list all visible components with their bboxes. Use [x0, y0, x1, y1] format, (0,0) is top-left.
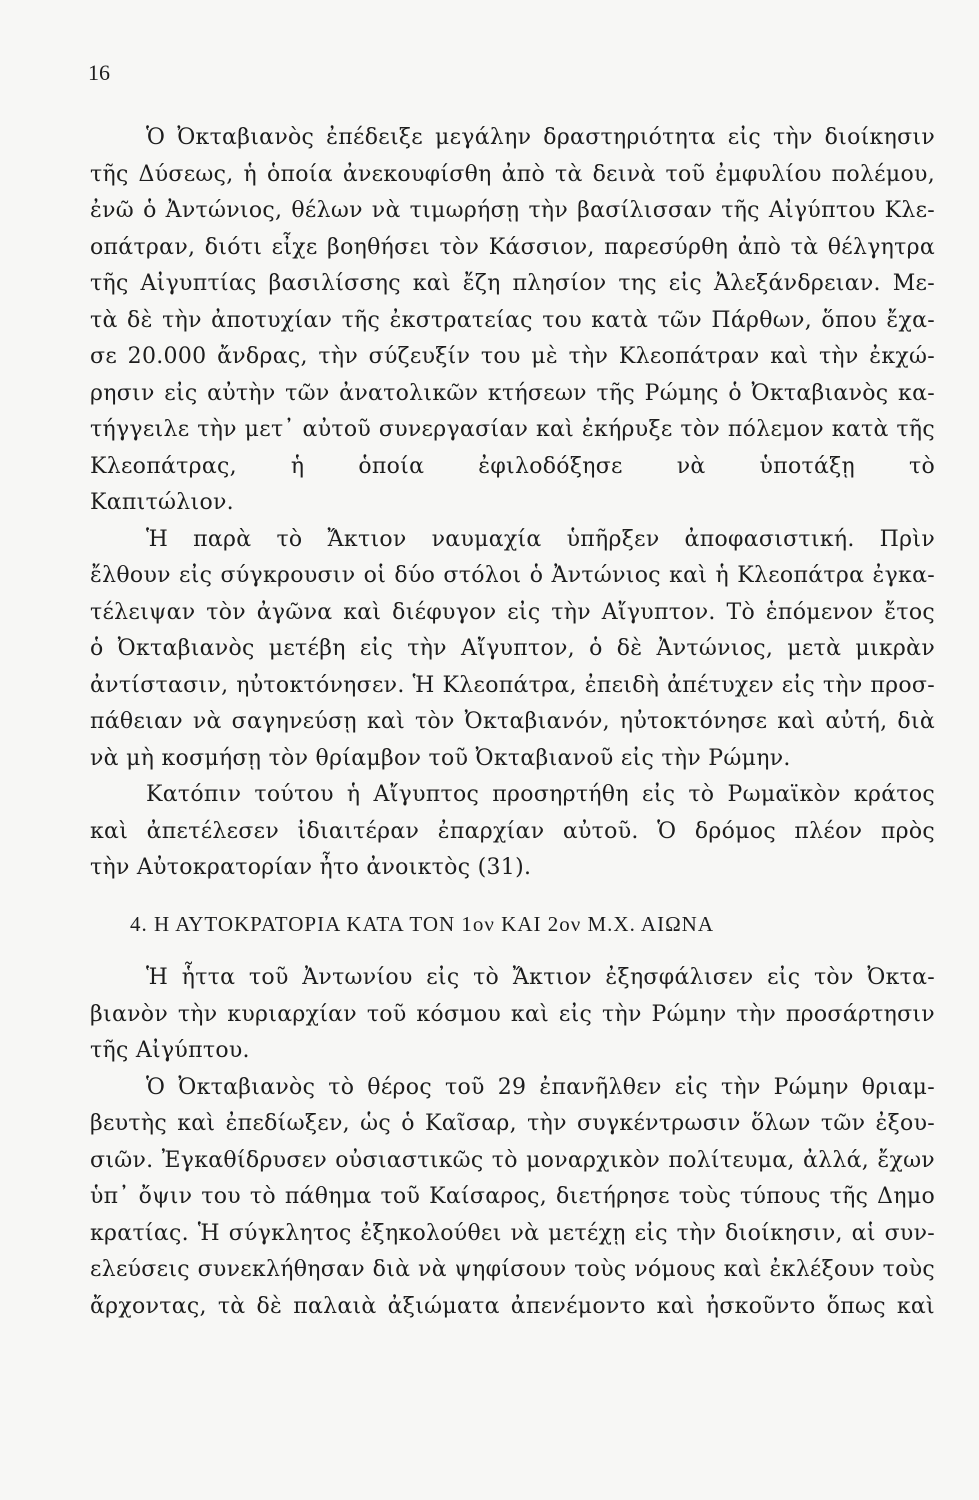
text-line: ελεύσεις συνεκλήθησαν διὰ νὰ ψηφίσουν τοὺς νόμους καὶ ἐκλέξουν τοὺς: [90, 1257, 935, 1282]
page-number: 16: [88, 60, 110, 85]
text-line: Κλεοπάτρας, ἡ ὁποία ἐφιλοδόξησε νὰ ὑποτάξῃ τὸ: [90, 453, 935, 479]
text-line: νὰ μὴ κοσμήσῃ τὸν θρίαμβον τοῦ Ὀκταβιανοῦ εἰς τὴν Ρώμην.: [90, 745, 791, 771]
text-line: ὁ Ὀκταβιανὸς μετέβη εἰς τὴν Αἴγυπτον, ὁ δὲ Ἀντώνιος, μετὰ μικρὰν: [90, 636, 935, 661]
text-line: ρησιν εἰς αὐτὴν τῶν ἀνατολικῶν κτήσεων τῆς Ρώμης ὁ Ὀκταβιανὸς κα-: [90, 380, 935, 406]
body-text-section-2: [90, 960, 935, 1325]
text-line: τέλειψαν τὸν ἀγῶνα καὶ διέφυγον εἰς τὴν Αἴγυπτον. Τὸ ἑπόμενον ἔτος: [90, 599, 935, 625]
text-line: βιανὸν τὴν κυριαρχίαν τοῦ κόσμου καὶ εἰς τὴν Ρώμην τὴν προσάρτησιν: [90, 1001, 935, 1027]
text-line: Ἡ παρὰ τὸ Ἄκτιον ναυμαχία ὑπῆρξεν ἀποφασιστική. Πρὶν: [146, 526, 935, 552]
text-line: ἔλθουν εἰς σύγκρουσιν οἱ δύο στόλοι ὁ Ἀντώνιος καὶ ἡ Κλεοπάτρα ἐγκα-: [90, 563, 935, 588]
text-line: οπάτραν, διότι εἶχε βοηθήσει τὸν Κάσσιον, παρεσύρθη ἀπὸ τὰ θέλγητρα: [90, 234, 935, 260]
text-line: ἀντίστασιν, ηὐτοκτόνησεν. Ἡ Κλεοπάτρα, ἐπειδὴ ἀπέτυχεν εἰς τὴν προσ-: [90, 672, 935, 698]
text-line: Ὁ Ὀκταβιανὸς ἐπέδειξε μεγάλην δραστηριότητα εἰς τὴν διοίκησιν: [146, 125, 935, 150]
text-line: τήγγειλε τὴν μετ᾽ αὐτοῦ συνεργασίαν καὶ ἐκήρυξε τὸν πόλεμον κατὰ τῆς: [90, 417, 935, 442]
text-line: τῆς Δύσεως, ἡ ὁποία ἀνεκουφίσθη ἀπὸ τὰ δεινὰ τοῦ ἐμφυλίου πολέμου,: [90, 161, 935, 187]
body-text-section-1: [90, 120, 935, 887]
section-heading: 4. Η ΑΥΤΟΚΡΑΤΟΡΙΑ ΚΑΤΑ ΤΟΝ 1ον ΚΑΙ 2ον Μ.Χ. ΑΙΩΝΑ: [130, 912, 715, 936]
text-line: Ὁ Ὀκταβιανὸς τὸ θέρος τοῦ 29 ἐπανῆλθεν εἰς τὴν Ρώμην θριαμ-: [146, 1074, 935, 1100]
text-line: Κατόπιν τούτου ἡ Αἴγυπτος προσηρτήθη εἰς τὸ Ρωμαϊκὸν κράτος: [146, 782, 935, 807]
text-line: ἄρχοντας, τὰ δὲ παλαιὰ ἀξιώματα ἀπενέμοντο καὶ ἠσκοῦντο ὅπως καὶ: [90, 1293, 935, 1319]
text-line: Ἡ ἧττα τοῦ Ἀντωνίου εἰς τὸ Ἄκτιον ἐξησφάλισεν εἰς τὸν Ὀκτα-: [146, 965, 935, 990]
text-line: τὴν Αὐτοκρατορίαν ἦτο ἀνοικτὸς (31).: [90, 855, 532, 880]
text-line: τῆς Αἰγύπτου.: [90, 1038, 250, 1063]
text-line: τῆς Αἰγυπτίας βασιλίσσης καὶ ἔζη πλησίον της εἰς Ἀλεξάνδρειαν. Με-: [90, 271, 935, 296]
text-line: κρατίας. Ἡ σύγκλητος ἐξηκολούθει νὰ μετέχῃ εἰς τὴν διοίκησιν, αἱ συν-: [90, 1220, 935, 1246]
text-line: βευτὴς καὶ ἐπεδίωξεν, ὡς ὁ Καῖσαρ, τὴν συγκέντρωσιν ὅλων τῶν ἐξου-: [90, 1111, 935, 1136]
text-line: πάθειαν νὰ σαγηνεύσῃ καὶ τὸν Ὀκταβιανόν, ηὐτοκτόνησε καὶ αὐτή, διὰ: [90, 709, 935, 734]
text-line: σιῶν. Ἐγκαθίδρυσεν οὐσιαστικῶς τὸ μοναρχικὸν πολίτευμα, ἀλλά, ἔχων: [90, 1147, 935, 1173]
text-line: καὶ ἀπετέλεσεν ἰδιαιτέραν ἐπαρχίαν αὐτοῦ. Ὁ δρόμος πλέον πρὸς: [90, 818, 935, 844]
text-line: Καπιτώλιον.: [90, 490, 234, 515]
text-line: τὰ δὲ τὴν ἀποτυχίαν τῆς ἐκστρατείας του κατὰ τῶν Πάρθων, ὅπου ἔχα-: [90, 307, 935, 333]
text-line: ὑπ᾽ ὄψιν του τὸ πάθημα τοῦ Καίσαρος, διετήρησε τοὺς τύπους τῆς Δημο: [90, 1184, 935, 1209]
text-line: σε 20.000 ἄνδρας, τὴν σύζευξίν του μὲ τὴν Κλεοπάτραν καὶ τὴν ἐκχώ-: [90, 344, 935, 369]
text-line: ἐνῶ ὁ Ἀντώνιος, θέλων νὰ τιμωρήσῃ τὴν βασίλισσαν τῆς Αἰγύπτου Κλε-: [90, 198, 935, 223]
